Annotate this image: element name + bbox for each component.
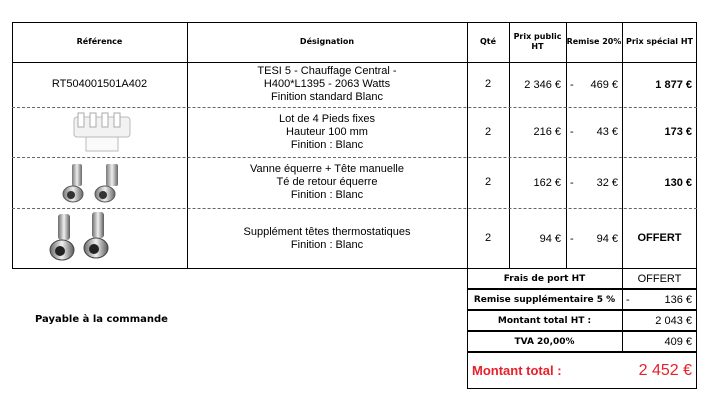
radiator-feet-image (72, 111, 132, 153)
frais-value: OFFERT (637, 272, 682, 285)
row4-designation-line: Finition : Blanc (290, 238, 364, 251)
remise-sup-sign: - (626, 293, 630, 306)
row2-qty: 2 (484, 125, 492, 138)
row3-designation-line: Finition : Blanc (290, 189, 364, 201)
remise-sup-label: Remise supplémentaire 5 % (473, 294, 616, 305)
row4-designation-line: Supplément têtes thermostatiques (243, 225, 411, 238)
row1-designation-line: H400*L1395 - 2063 Watts (263, 78, 391, 90)
row2-prix-special: 173 € (664, 126, 692, 138)
row4-qty: 2 (484, 232, 492, 244)
row3-prix-public: 162 € (533, 176, 561, 189)
row3-remise: 32 € (596, 176, 618, 189)
header-prix-public-line1: Prix public (513, 32, 562, 41)
row1-reference: RT504001501A402 (51, 78, 148, 90)
row1-prix-public: 2 346 € (524, 78, 561, 91)
row3-designation-line: Té de retour équerre (276, 176, 378, 188)
frais-label: Frais de port HT (503, 273, 586, 284)
row1-prix-special: 1 877 € (655, 78, 692, 91)
montant-total-value: 2 452 € (638, 361, 692, 379)
payment-terms: Payable à la commande (35, 314, 168, 325)
row3-remise-sign: - (570, 176, 574, 189)
thermostatic-heads-image (46, 210, 116, 266)
remise-sup-value: 136 € (664, 293, 692, 306)
header-reference: Référence (76, 37, 123, 46)
montant-ht-value: 2 043 € (655, 314, 692, 327)
row4-prix-public: 94 € (539, 232, 561, 245)
row2-prix-public: 216 € (533, 126, 561, 138)
row3-qty: 2 (484, 176, 492, 188)
header-remise: Remise 20% (566, 37, 622, 46)
header-prix-public-line2: HT (531, 42, 544, 51)
row1-qty: 2 (484, 78, 492, 90)
row2-designation-line: Lot de 4 Pieds fixes (278, 112, 375, 125)
montant-ht-label: Montant total HT : (497, 315, 592, 326)
row3-designation-line: Vanne équerre + Tête manuelle (249, 163, 404, 175)
header-qty: Qté (479, 37, 497, 46)
row2-remise-sign: - (570, 126, 574, 138)
montant-total-label: Montant total : (472, 363, 562, 378)
row1-remise-sign: - (570, 78, 574, 91)
tva-value: 409 € (664, 335, 692, 348)
valve-image (58, 162, 128, 206)
row1-remise: 469 € (590, 78, 618, 91)
row2-designation (187, 107, 467, 157)
row3-prix-special: 130 € (664, 176, 692, 189)
row3-designation (187, 157, 467, 208)
row2-remise: 43 € (596, 126, 618, 138)
row1-designation-line: TESI 5 - Chauffage Central - (257, 65, 397, 77)
row4-prix-special: OFFERT (637, 232, 682, 244)
row4-remise-sign: - (570, 232, 574, 245)
row2-designation-line: Hauteur 100 mm (286, 125, 368, 138)
row4-remise: 94 € (596, 232, 618, 245)
header-prix-public (509, 22, 566, 62)
row1-designation (187, 62, 467, 107)
row4-designation (187, 208, 467, 269)
row2-designation-line: Finition : Blanc (290, 138, 364, 151)
header-designation: Désignation (299, 37, 355, 46)
tva-label: TVA 20,00% (514, 336, 575, 347)
row1-designation-line: Finition standard Blanc (271, 91, 383, 103)
header-prix-special: Prix spécial HT (626, 37, 693, 46)
